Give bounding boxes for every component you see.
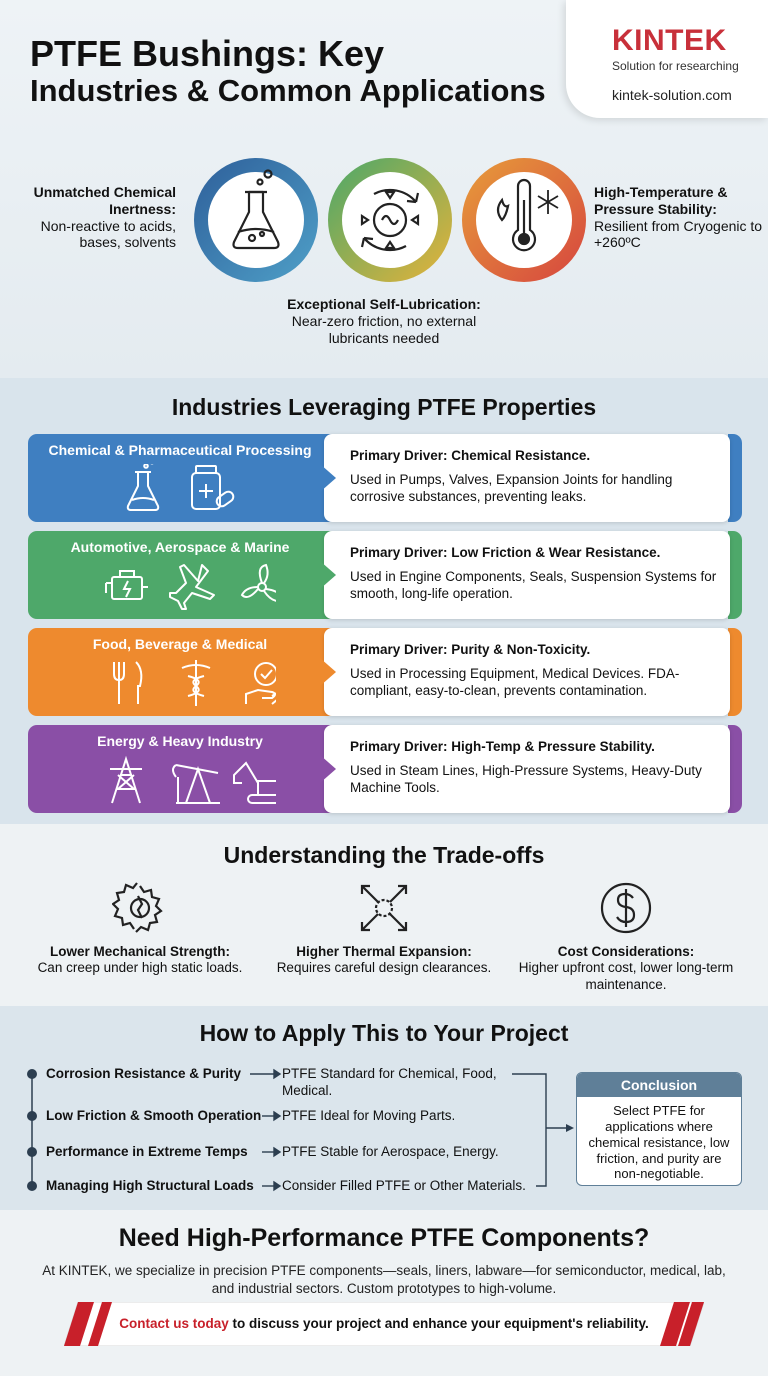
- industry-driver: Primary Driver: Chemical Resistance.: [350, 448, 591, 463]
- apply-section: [0, 1006, 768, 1210]
- apply-need: Low Friction & Smooth Operation: [46, 1108, 262, 1123]
- tradeoff-title: Lower Mechanical Strength:: [49, 944, 231, 959]
- apply-title: How to Apply This to Your Project: [199, 1020, 569, 1046]
- tradeoffs-title: Understanding the Trade-offs: [223, 842, 545, 868]
- property-text: Non-reactive to acids, bases, solvents: [40, 217, 176, 251]
- industry-icons: [86, 658, 276, 708]
- industry-name: Food, Beverage & Medical: [92, 636, 268, 652]
- tradeoff-text: Requires careful design clearances.: [276, 960, 492, 976]
- industries-title: Industries Leveraging PTFE Properties: [171, 394, 597, 420]
- fork-knife-icon: [114, 662, 141, 704]
- broken-gear-icon: [112, 880, 168, 936]
- airplane-icon: [170, 565, 214, 609]
- apply-need: Corrosion Resistance & Purity: [46, 1066, 242, 1081]
- caduceus-icon: [182, 660, 210, 706]
- excavator-icon: [234, 763, 276, 803]
- industry-icons: [86, 755, 276, 805]
- cta-title: Need High-Performance PTFE Components?: [118, 1224, 650, 1252]
- apply-result: PTFE Ideal for Moving Parts.: [282, 1108, 456, 1123]
- brand-tagline: Solution for researching: [612, 59, 739, 73]
- brand-logo: KINTEK: [612, 24, 727, 57]
- industry-card: [28, 531, 332, 619]
- cta-banner-text: to discuss your project and enhance your equipment's reliability.: [228, 1316, 649, 1331]
- industry-icons: [86, 561, 276, 611]
- industry-row-automotive: [28, 531, 742, 619]
- tradeoff-title: Cost Considerations:: [557, 944, 695, 959]
- industry-description: [324, 628, 730, 716]
- flask-icon: [128, 464, 158, 510]
- brand-url[interactable]: kintek-solution.com: [612, 87, 732, 103]
- apply-result: PTFE Stable for Aerospace, Energy.: [282, 1144, 499, 1159]
- industry-pointer: [320, 755, 336, 783]
- industry-card: [28, 434, 332, 522]
- industry-edge: [728, 628, 742, 716]
- apply-need: Performance in Extreme Temps: [46, 1144, 248, 1159]
- industry-name: Automotive, Aerospace & Marine: [70, 539, 290, 555]
- tradeoff-text: Higher upfront cost, lower long-term maintenance.: [518, 960, 734, 992]
- industry-driver: Primary Driver: Purity & Non-Toxicity.: [350, 642, 591, 657]
- industry-edge: [728, 434, 742, 522]
- property-title: Exceptional Self-Lubrication:: [287, 296, 481, 312]
- tradeoff-cost: [516, 880, 736, 993]
- property-high-temperature: [594, 184, 764, 251]
- tradeoff-text: Can creep under high static loads.: [37, 960, 243, 976]
- cta-section: [0, 1210, 768, 1376]
- apply-row: [46, 1178, 526, 1195]
- conclusion-box: [576, 1072, 742, 1186]
- industry-card: [28, 725, 332, 813]
- industry-text: Used in Steam Lines, High-Pressure Systems, Heavy-Duty Machine Tools.: [350, 762, 702, 796]
- expand-arrows-icon: [356, 880, 412, 936]
- page-title-line1: PTFE Bushings: Key: [30, 33, 385, 74]
- hero-section: [0, 0, 768, 378]
- industries-section: [0, 378, 768, 824]
- industry-driver: Primary Driver: High-Temp & Pressure Stability.: [350, 739, 655, 754]
- industry-description: [324, 434, 730, 522]
- property-title: High-Temperature & Pressure Stability:: [594, 184, 728, 217]
- cta-banner: [64, 1302, 704, 1346]
- industry-row-food: [28, 628, 742, 716]
- industry-driver: Primary Driver: Low Friction & Wear Resistance.: [350, 545, 661, 560]
- power-tower-icon: [110, 759, 142, 803]
- industry-name: Energy & Heavy Industry: [97, 733, 263, 749]
- tradeoff-thermal-expansion: [274, 880, 494, 977]
- brand-card: [566, 0, 768, 118]
- industry-description: [324, 531, 730, 619]
- propeller-icon: [242, 565, 276, 601]
- dollar-icon: [598, 880, 654, 936]
- apply-row: [46, 1066, 526, 1098]
- industry-pointer: [320, 658, 336, 686]
- oil-pump-icon: [173, 765, 220, 803]
- tradeoff-title: Higher Thermal Expansion:: [296, 944, 472, 959]
- industry-description: [324, 725, 730, 813]
- industry-pointer: [320, 561, 336, 589]
- apply-result: Consider Filled PTFE or Other Materials.: [282, 1178, 526, 1193]
- page-title: [30, 34, 590, 109]
- engine-icon: [106, 571, 148, 599]
- industry-row-energy: [28, 725, 742, 813]
- medicine-bottle-icon: [192, 466, 235, 509]
- tradeoff-mechanical-strength: [30, 880, 250, 977]
- apply-row: [46, 1144, 526, 1161]
- conclusion-text: Select PTFE for applications where chemical resistance, low friction, and purity are non-negotiable.: [588, 1103, 730, 1182]
- page-title-line2: Industries & Common Applications: [30, 73, 546, 109]
- cta-text: At KINTEK, we specialize in precision PTFE components—seals, liners, labware—for semiconductor, medical, lab, and industrial sectors. Custom prototypes to high-volume.: [42, 1263, 726, 1296]
- industry-text: Used in Engine Components, Seals, Suspension Systems for smooth, long-life operation.: [350, 568, 717, 602]
- property-title: Unmatched Chemical Inertness:: [33, 184, 176, 217]
- industry-edge: [728, 531, 742, 619]
- property-self-lubrication: [278, 296, 490, 346]
- industry-text: Used in Processing Equipment, Medical Devices. FDA-compliant, easy-to-clean, prevents contamination.: [350, 665, 680, 699]
- tradeoffs-section: [0, 824, 768, 1006]
- apply-row: [46, 1108, 526, 1125]
- property-text: Near-zero friction, no external lubricants needed: [291, 312, 477, 346]
- property-circles: [186, 150, 596, 290]
- industry-name: Chemical & Pharmaceutical Processing: [48, 442, 312, 458]
- apply-need: Managing High Structural Loads: [46, 1178, 254, 1193]
- industry-row-chemical: [28, 434, 742, 522]
- industry-icons: [124, 464, 274, 514]
- industry-edge: [728, 725, 742, 813]
- industry-card: [28, 628, 332, 716]
- hand-check-icon: [246, 663, 276, 704]
- apply-result: PTFE Standard for Chemical, Food, Medical.: [282, 1066, 497, 1098]
- property-text: Resilient from Cryogenic to +260ºC: [594, 217, 763, 251]
- contact-link[interactable]: Contact us today: [119, 1316, 229, 1331]
- industry-pointer: [320, 464, 336, 492]
- property-chemical-inertness: [24, 184, 176, 251]
- conclusion-title: Conclusion: [577, 1073, 741, 1097]
- industry-text: Used in Pumps, Valves, Expansion Joints for handling corrosive substances, preventing leaks.: [350, 471, 673, 505]
